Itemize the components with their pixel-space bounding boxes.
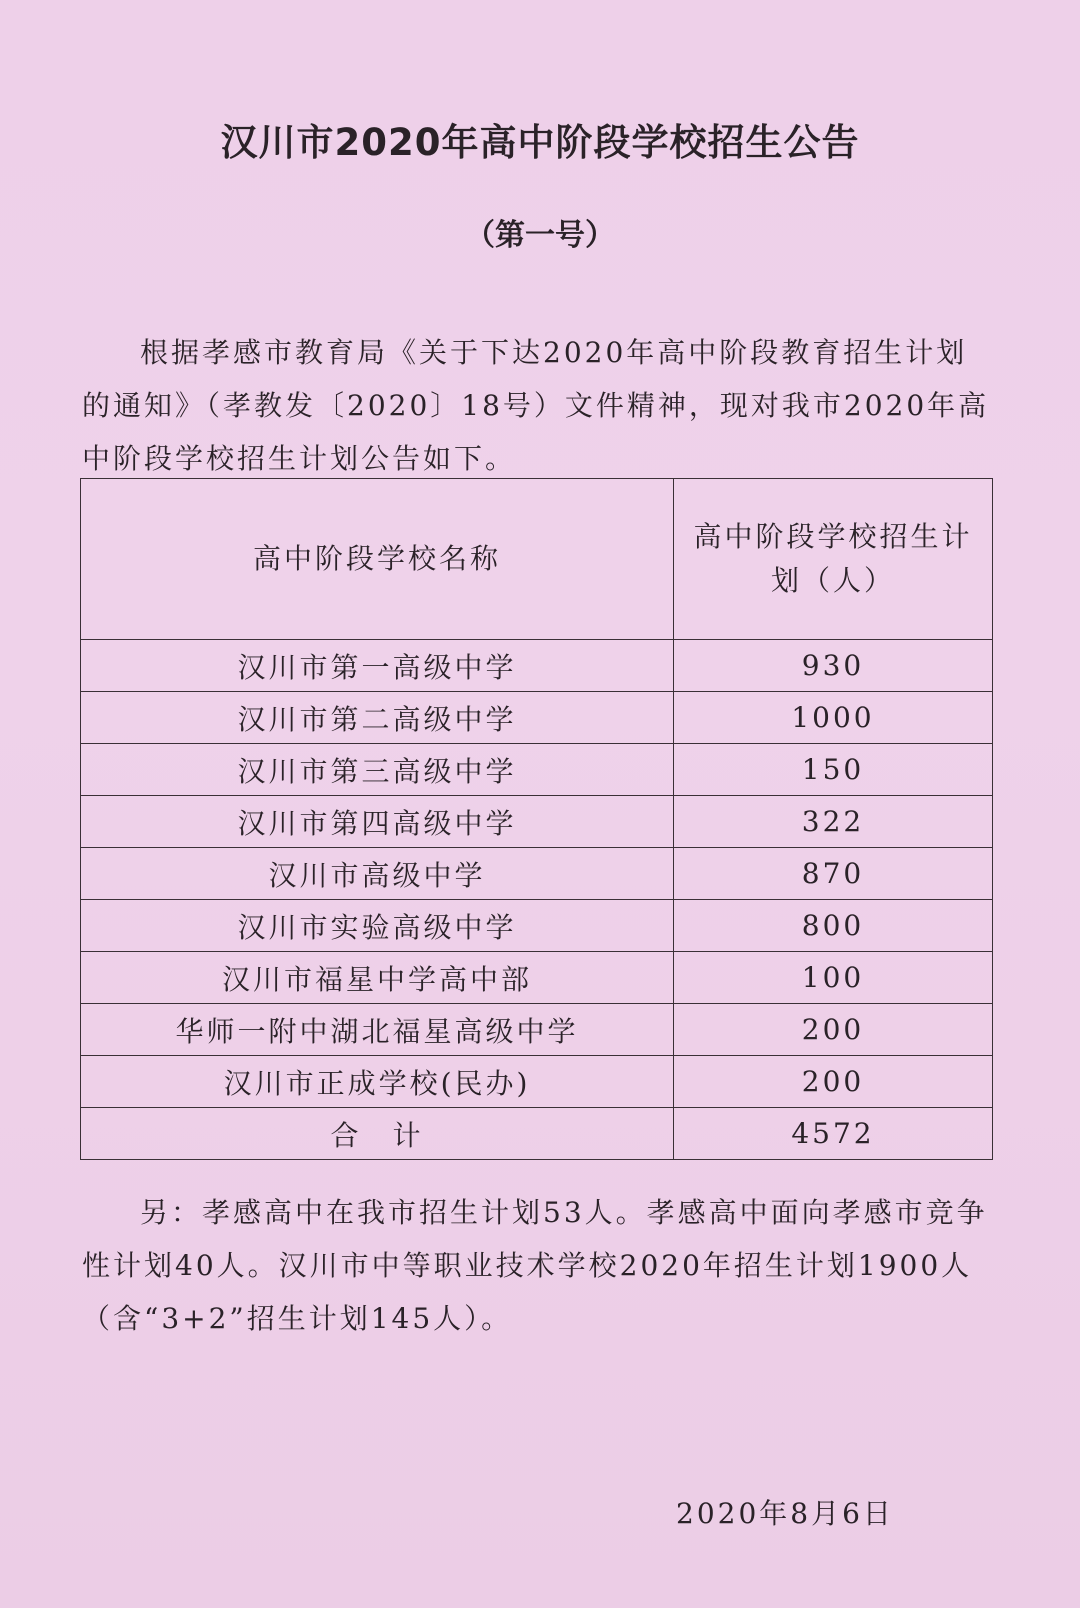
enrollment-count-cell: 930 bbox=[674, 640, 993, 692]
school-name-cell: 汉川市正成学校(民办) bbox=[81, 1056, 674, 1108]
table-row bbox=[81, 1056, 993, 1108]
table-row bbox=[81, 1004, 993, 1056]
school-name-cell: 汉川市第一高级中学 bbox=[81, 640, 674, 692]
school-name-cell: 汉川市高级中学 bbox=[81, 848, 674, 900]
header-school-name: 高中阶段学校名称 bbox=[81, 479, 674, 640]
school-name-cell: 汉川市第四高级中学 bbox=[81, 796, 674, 848]
table-row bbox=[81, 796, 993, 848]
school-name-cell: 华师一附中湖北福星高级中学 bbox=[81, 1004, 674, 1056]
school-name-cell: 汉川市第二高级中学 bbox=[81, 692, 674, 744]
school-name-cell: 汉川市实验高级中学 bbox=[81, 900, 674, 952]
enrollment-count-cell: 870 bbox=[674, 848, 993, 900]
table-header-row bbox=[81, 479, 993, 640]
table-row bbox=[81, 692, 993, 744]
table-row bbox=[81, 640, 993, 692]
total-label-cell: 合 计 bbox=[81, 1108, 674, 1160]
intro-paragraph: 根据孝感市教育局《关于下达2020年高中阶段教育招生计划的通知》（孝教发〔2020〕18号）文件精神，现对我市2020年高中阶段学校招生计划公告如下。 bbox=[82, 336, 990, 475]
total-count-cell: 4572 bbox=[674, 1108, 993, 1160]
table-total-row bbox=[81, 1108, 993, 1160]
enrollment-count-cell: 200 bbox=[674, 1004, 993, 1056]
table-row bbox=[81, 848, 993, 900]
table-row bbox=[81, 952, 993, 1004]
enrollment-count-cell: 150 bbox=[674, 744, 993, 796]
document-date: 2020年8月6日 bbox=[676, 1497, 894, 1530]
enrollment-count-cell: 322 bbox=[674, 796, 993, 848]
document-title: 汉川市2020年高中阶段学校招生公告 bbox=[220, 121, 860, 164]
enrollment-count-cell: 1000 bbox=[674, 692, 993, 744]
document-subtitle: （第一号） bbox=[465, 218, 615, 253]
school-name-cell: 汉川市福星中学高中部 bbox=[81, 952, 674, 1004]
enrollment-count-cell: 200 bbox=[674, 1056, 993, 1108]
note-paragraph: 另：孝感高中在我市招生计划53人。孝感高中面向孝感市竞争性计划40人。汉川市中等职业技术学校2020年招生计划1900人（含“3+2”招生计划145人）。 bbox=[82, 1196, 988, 1335]
header-enrollment-plan: 高中阶段学校招生计划（人） bbox=[674, 479, 993, 640]
table-row bbox=[81, 900, 993, 952]
table-row bbox=[81, 744, 993, 796]
school-name-cell: 汉川市第三高级中学 bbox=[81, 744, 674, 796]
enrollment-count-cell: 100 bbox=[674, 952, 993, 1004]
enrollment-count-cell: 800 bbox=[674, 900, 993, 952]
enrollment-plan-table bbox=[80, 478, 993, 1160]
